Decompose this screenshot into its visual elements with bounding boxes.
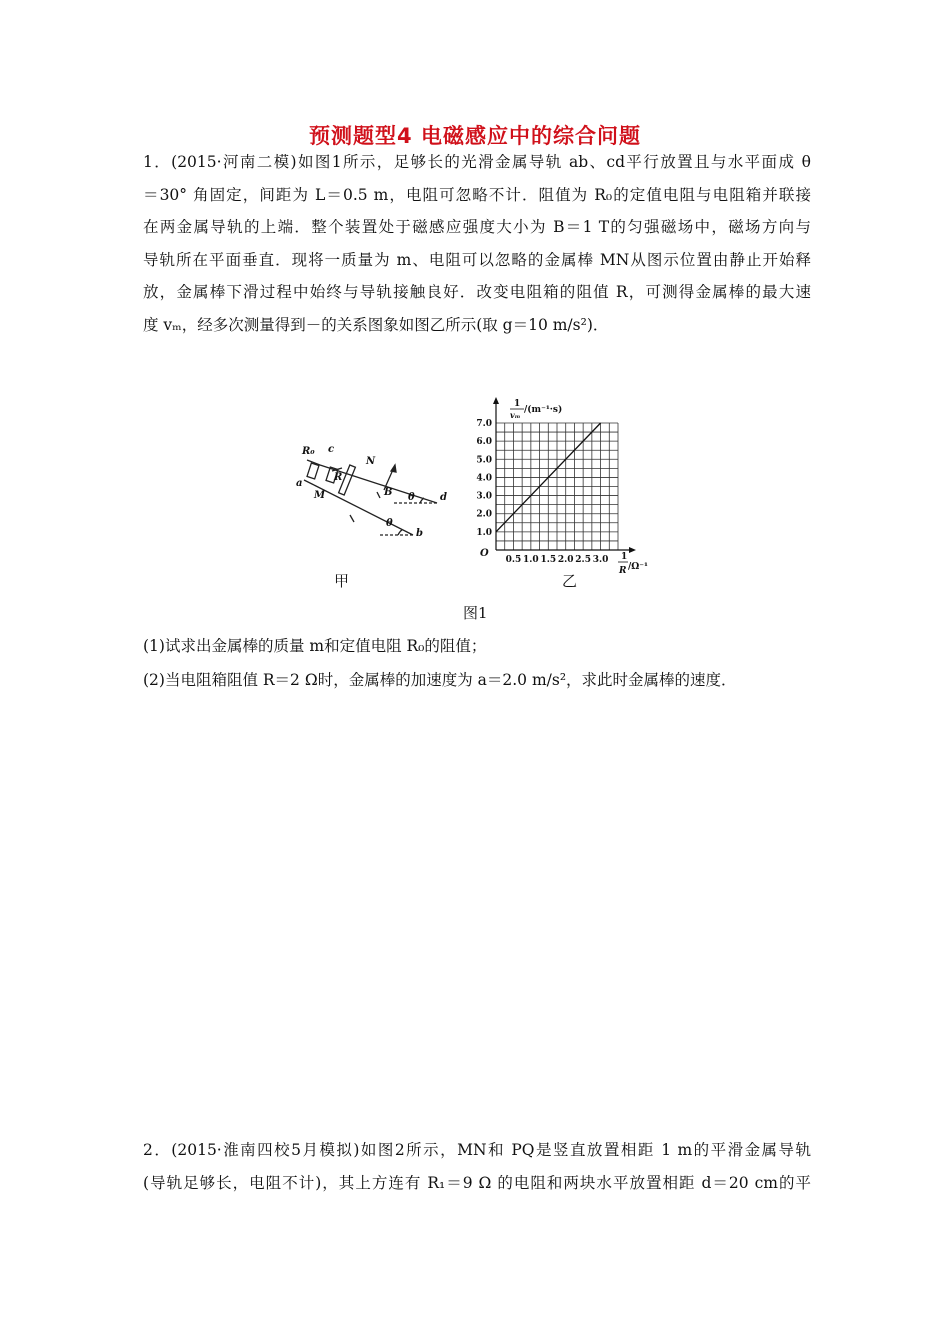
y-tick-label: 5.0 [476,455,492,466]
y-tick-label: 3.0 [476,491,492,502]
question-2: (2)当电阻箱阻值 R＝2 Ω时，金属棒的加速度为 a＝2.0 m/s²，求此时金属棒的速度． [143,671,737,689]
x-tick-label: 0.5 [505,555,522,565]
question-1: (1)试求出金属棒的质量 m和定值电阻 R₀的阻值； [143,637,487,655]
origin-label: O [480,548,489,559]
label-b-field: B [384,487,393,498]
y-tick-label: 2.0 [476,509,492,520]
chart-axes [493,397,636,553]
x-tick-label: 3.0 [592,555,609,565]
problem-1-text [143,146,811,341]
label-theta-2: θ [386,518,393,529]
problem-1-line: ＝30° 角固定，间距为 L＝0.5 m，电阻可忽略不计．阻值为 R₀的定值电阻与电阻箱并联接 [143,185,811,204]
label-theta-1: θ [408,492,415,503]
x-axis-arrow [629,547,636,553]
figure-a-label: 甲 [334,572,350,590]
problem-1-line: 导轨所在平面垂直．现将一质量为 m、电阻可以忽略的金属棒 MN从图示位置由静止开始释 [143,250,811,269]
figure-b-label: 乙 [562,572,578,590]
x-axis-label-numerator: 1 [621,552,628,562]
page-title: 预测题型4 电磁感应中的综合问题 [309,124,641,148]
problem-1-line: 放，金属棒下滑过程中始终与导轨接触良好．改变电阻箱的阻值 R，可测得金属棒的最大速 [143,283,811,301]
y-axis-label-unit: /(m⁻¹·s) [524,405,563,415]
y-tick-label: 7.0 [476,419,492,429]
problem-2-text [143,1134,811,1199]
figure-b-graph [462,393,662,583]
y-tick-label: 1.0 [476,527,492,538]
label-d: d [440,492,447,503]
label-r0: R₀ [302,446,315,457]
y-tick-label: 4.0 [476,473,492,484]
y-tick-label: 6.0 [476,437,492,448]
problem-1-line: 在两金属导轨的上端．整个装置处于磁感应强度大小为 B＝1 T的匀强磁场中，磁场方向与 [143,218,811,236]
x-tick-label: 2.0 [557,555,574,565]
problem-2-line: 2．(2015·淮南四校5月模拟)如图2所示，MN和 PQ是竖直放置相距 1 m的平滑金属导轨 [143,1141,811,1159]
label-c: c [328,444,335,455]
problem-2-line: (导轨足够长，电阻不计)，其上方连有 R₁＝9 Ω 的电阻和两块水平放置相距 d＝20 cm的平 [143,1173,811,1192]
y-axis-label-numerator: 1 [514,399,521,409]
label-m: M [314,490,326,501]
x-axis-label-unit: /Ω⁻¹ [628,562,648,572]
y-axis-label-denominator: vₘ [510,410,521,420]
x-tick-label: 2.5 [575,555,591,565]
figure-1-caption: 图1 [463,604,488,622]
chart-grid [496,423,618,550]
y-axis-arrow [493,397,499,404]
label-n: N [366,456,376,467]
label-b: b [416,528,423,539]
x-tick-label: 1.0 [523,555,539,565]
problem-1-line: 1．(2015·河南二模)如图1所示，足够长的光滑金属导轨 ab、cd平行放置且与水平面成 θ [143,153,811,171]
rail-ab [314,485,413,535]
problem-1-line: 度 vₘ，经多次测量得到－的关系图象如图乙所示(取 g＝10 m/s²)． [143,315,609,334]
figure-a-rails-diagram [292,440,462,550]
x-axis-label-denominator: R [619,566,627,576]
label-a: a [296,478,303,489]
x-tick-label: 1.5 [540,555,557,565]
label-r: R [334,472,343,483]
